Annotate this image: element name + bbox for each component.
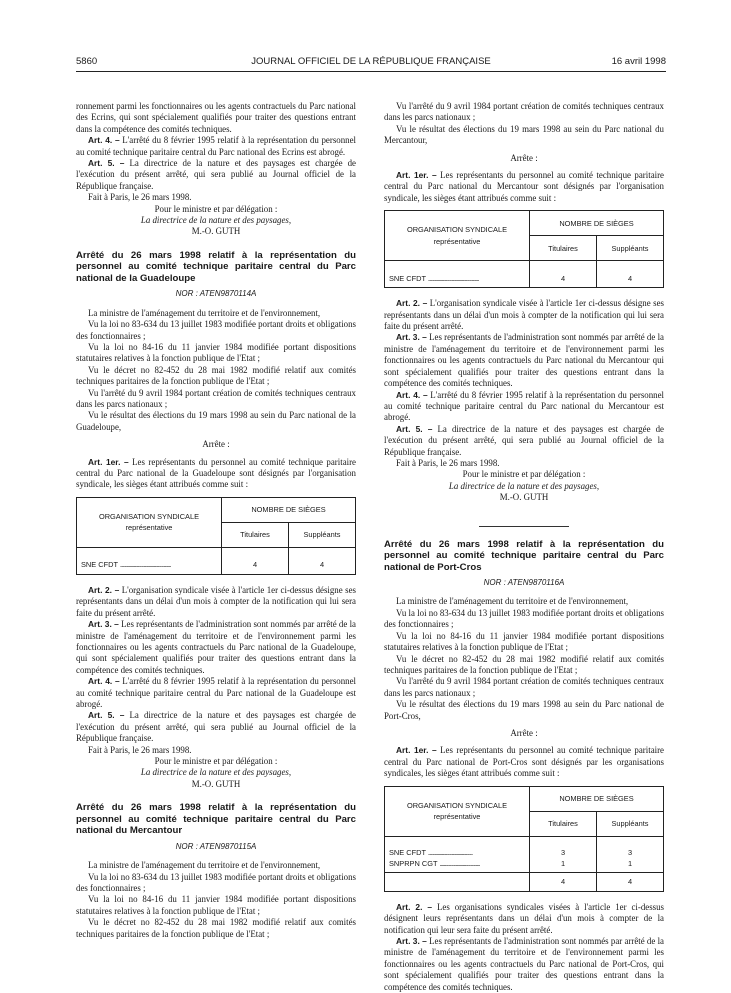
article xyxy=(76,457,356,491)
header-rule xyxy=(76,71,666,72)
article-label: Art. 5. – xyxy=(88,710,125,721)
arrete-heading: Arrête : xyxy=(202,439,230,450)
suppleants-header: Suppléants xyxy=(289,522,356,547)
titulaires-count: 4 xyxy=(222,547,289,574)
article-text: L'arrêté du 8 février 1995 relatif à la représentation du personnel au comité technique paritaire central du Parc national des Ecrins est abrogé. xyxy=(76,135,356,157)
union-name: SNE CFDT ................................................ xyxy=(77,547,222,574)
article-text: Les représentants de l'administration sont nommés par arrêté de la ministre de l'aménagement du territoire et de l'environnement parmi les fonctionnaires ou les agents contractuels du Parc national de la Guadeloupe, qui sont spécialement qualifiés pour traiter des questions entrant dans la compétence des comités techniques. xyxy=(76,619,356,675)
article-label: Art. 3. – xyxy=(88,619,119,630)
seats-table xyxy=(76,497,356,575)
titulaires-header: Titulaires xyxy=(222,522,289,547)
seats-header: NOMBRE DE SIÈGES xyxy=(530,211,664,236)
article xyxy=(384,424,664,458)
visa: La ministre de l'aménagement du territoire et de l'environnement, xyxy=(88,307,321,318)
page-number: 5860 xyxy=(76,56,98,67)
visa: Vu l'arrêté du 9 avril 1984 portant création de comités techniques centraux dans les parcs nationaux ; xyxy=(76,387,356,410)
article-label: Art. 3. – xyxy=(396,936,427,946)
signature-name: M.-O. GUTH xyxy=(191,778,241,789)
right-column xyxy=(384,101,664,993)
article xyxy=(384,902,664,936)
visa: Vu le résultat des élections du 19 mars 1998 au sein du Parc national de la Guadeloupe, xyxy=(76,410,356,432)
signature-name: M.-O. GUTH xyxy=(499,492,549,503)
arrete-heading: Arrête : xyxy=(510,727,538,738)
table-row xyxy=(385,261,664,288)
section-separator xyxy=(479,526,569,527)
article-text: Les représentants du personnel au comité technique paritaire central du Parc national de Port-Cros sont désignés par les organisations syndicales, les sièges étant attribués comme suit : xyxy=(384,745,664,779)
union-name: SNE CFDT ................................................ xyxy=(385,261,530,288)
seats-table xyxy=(384,210,664,288)
fait-line: Fait à Paris, le 26 mars 1998. xyxy=(396,457,500,468)
seats-table xyxy=(384,786,664,892)
article-label: Art. 1er. – xyxy=(396,170,437,181)
article xyxy=(384,936,664,993)
seats-header: NOMBRE DE SIÈGES xyxy=(530,786,664,811)
visa: Vu la loi no 84-16 du 11 janvier 1984 modifiée portant dispositions statutaires relatives à la fonction publique de l'Etat ; xyxy=(76,894,356,916)
article-text: Les représentants du personnel au comité technique paritaire central du Parc national du Mercantour sont désignés par l'organisation syndicale, les sièges étant attribués comme suit : xyxy=(384,170,664,203)
journal-title: JOURNAL OFFICIEL DE LA RÉPUBLIQUE FRANÇAISE xyxy=(251,56,491,67)
table-row xyxy=(385,836,664,873)
visa: Vu la loi no 83-634 du 13 juillet 1983 modifiée portant droits et obligations des fonctionnaires ; xyxy=(76,871,356,893)
visa: Vu le décret no 82-452 du 28 mai 1982 modifié relatif aux comités techniques paritaires de la fonction publique de l'Etat ; xyxy=(76,917,356,939)
nor-reference: NOR : ATEN9870114A xyxy=(175,289,257,299)
article-text: L'arrêté du 8 février 1995 relatif à la représentation du personnel au comité technique paritaire central du Parc national du Mercantour est abrogé. xyxy=(384,389,664,423)
fait-line: Fait à Paris, le 26 mars 1998. xyxy=(88,192,192,203)
titulaires-count: 3 1 xyxy=(530,836,597,873)
article-label: Art. 2. – xyxy=(396,298,428,309)
total-suppleants: 4 xyxy=(597,873,664,891)
visa: Vu le résultat des élections du 19 mars 1998 au sein du Parc national de Port-Cros, xyxy=(384,699,664,721)
visa: Vu l'arrêté du 9 avril 1984 portant création de comités techniques centraux dans les parcs nationaux ; xyxy=(384,676,664,698)
article-label: Art. 2. – xyxy=(396,901,433,912)
article-text: La directrice de la nature et des paysages est chargée de l'exécution du présent arrêté, qui sera publié au Journal officiel de la République française. xyxy=(76,158,356,191)
decree-title: Arrêté du 26 mars 1998 relatif à la représentation du personnel au comité technique paritaire central du Parc national de Port-Cros xyxy=(384,538,664,573)
article xyxy=(384,332,664,389)
table-row xyxy=(77,547,356,574)
article-label: Art. 5. – xyxy=(396,423,433,434)
article-label: Art. 4. – xyxy=(88,135,120,146)
article xyxy=(76,585,356,619)
article-label: Art. 4. – xyxy=(88,676,120,687)
visa: Vu la loi no 83-634 du 13 juillet 1983 modifiée portant droits et obligations des fonctionnaires ; xyxy=(76,319,356,341)
article-text: Les représentants de l'administration sont nommés par arrêté de la ministre de l'aménagement du territoire et de l'environnement parmi les fonctionnaires ou les agents contractuels du Parc national de Port-Cros, qui sont spécialement qualifiés pour traiter des questions entrant dans la compétence des comités techniques. xyxy=(384,936,664,992)
article-text: Les représentants de l'administration sont nommés par arrêté de la ministre de l'aménagement du territoire et de l'environnement parmi les fonctionnaires ou les agents contractuels du Parc national du Mercantour qui sont spécialement qualifiés pour traiter des questions entrant dans la compétence des comités techniques. xyxy=(384,332,664,389)
titulaires-header: Titulaires xyxy=(530,236,597,261)
nor-reference: NOR : ATEN9870115A xyxy=(175,841,257,851)
arrete-heading: Arrête : xyxy=(510,152,538,163)
issue-date: 16 avril 1998 xyxy=(611,56,666,67)
visa: Vu la loi no 84-16 du 11 janvier 1984 modifiée portant dispositions statutaires relatives à la fonction publique de l'Etat ; xyxy=(384,630,664,653)
article xyxy=(76,619,356,676)
visa: Vu l'arrêté du 9 avril 1984 portant création de comités techniques centraux dans les parcs nationaux ; xyxy=(384,101,664,123)
titulaires-count: 4 xyxy=(530,261,597,288)
article-label: Art. 1er. – xyxy=(88,456,129,467)
article xyxy=(384,170,664,204)
article xyxy=(76,135,356,158)
article xyxy=(384,298,664,332)
suppleants-header: Suppléants xyxy=(597,811,664,836)
article-text: La directrice de la nature et des paysages est chargée de l'exécution du présent arrêté, qui sera publié au Journal officiel de la République française. xyxy=(384,423,664,457)
visa: La ministre de l'aménagement du territoire et de l'environnement, xyxy=(396,596,629,607)
visa: Vu le résultat des élections du 19 mars 1998 au sein du Parc national du Mercantour, xyxy=(384,123,664,146)
visa: Vu la loi no 83-634 du 13 juillet 1983 modifiée portant droits et obligations des fonctionnaires ; xyxy=(384,607,664,630)
visa: Vu la loi no 84-16 du 11 janvier 1984 modifiée portant dispositions statutaires relatives à la fonction publique de l'Etat ; xyxy=(76,342,356,364)
suppleants-count: 4 xyxy=(597,261,664,288)
suppleants-count: 4 xyxy=(289,547,356,574)
article-text: Les organisations syndicales visées à l'article 1er ci-dessus désignent leurs représentants dans un délai d'un mois à compter de la notification qui leur sera faite du présent arrêté. xyxy=(384,901,664,935)
left-column xyxy=(76,101,356,940)
visa: Vu le décret no 82-452 du 28 mai 1982 modifié relatif aux comités techniques paritaires de la fonction publique de l'Etat ; xyxy=(76,364,356,387)
suppleants-count: 3 1 xyxy=(597,836,664,873)
union-name: SNE CFDT .......................................... SNPRPN CGT ...................................... xyxy=(385,836,530,873)
article-text: Les représentants du personnel au comité technique paritaire central du Parc national de la Guadeloupe sont désignés par l'organisation syndicale, les sièges étant attribués comme suit : xyxy=(76,456,356,490)
nor-reference: NOR : ATEN9870116A xyxy=(483,578,565,588)
paragraph: ronnement parmi les fonctionnaires ou les agents contractuels du Parc national des Ecrins, qui sont spécialement qualifiés pour traiter des questions entrant dans la compétence des comités techniques. xyxy=(76,101,356,134)
seats-header: NOMBRE DE SIÈGES xyxy=(222,497,356,522)
signature-name: M.-O. GUTH xyxy=(191,226,241,237)
signature-line: Pour le ministre et par délégation : xyxy=(462,469,586,480)
total-titulaires: 4 xyxy=(530,873,597,891)
article-label: Art. 3. – xyxy=(396,332,427,343)
article-label: Art. 4. – xyxy=(396,389,428,400)
signature-line: Pour le ministre et par délégation : xyxy=(154,755,278,766)
fait-line: Fait à Paris, le 26 mars 1998. xyxy=(88,744,192,755)
article-text: L'arrêté du 8 février 1995 relatif à la représentation du personnel au comité technique paritaire central du Parc national de la Guadeloupe est abrogé. xyxy=(76,676,356,709)
signature-role: La directrice de la nature et des paysages, xyxy=(140,767,292,778)
article xyxy=(384,745,664,779)
article-text: La directrice de la nature et des paysages est chargée de l'exécution du présent arrêté, qui sera publié au Journal officiel de la République française. xyxy=(76,710,356,744)
article xyxy=(76,676,356,710)
signature-line: Pour le ministre et par délégation : xyxy=(154,203,278,214)
signature-role: La directrice de la nature et des paysages, xyxy=(448,480,600,491)
suppleants-header: Suppléants xyxy=(597,236,664,261)
article xyxy=(76,710,356,744)
visa: La ministre de l'aménagement du territoire et de l'environnement, xyxy=(88,860,321,871)
titulaires-header: Titulaires xyxy=(530,811,597,836)
article-text: L'organisation syndicale visée à l'article 1er ci-dessus désigne ses représentants dans un délai d'un mois à compter de la notification qui lui sera faite du présent arrêté. xyxy=(384,298,664,332)
article xyxy=(384,390,664,424)
page-header xyxy=(76,56,666,70)
org-header: ORGANISATION SYNDICALE représentative xyxy=(385,786,530,836)
article xyxy=(76,158,356,192)
visa: Vu le décret no 82-452 du 28 mai 1982 modifié relatif aux comités techniques paritaires de la fonction publique de l'Etat ; xyxy=(384,653,664,675)
article-text: L'organisation syndicale visée à l'article 1er ci-dessus désigne ses représentants dans un délai d'un mois à compter de la notification qui lui sera faite du présent arrêté. xyxy=(76,584,356,618)
decree-title: Arrêté du 26 mars 1998 relatif à la représentation du personnel au comité technique paritaire central du Parc national de la Guadeloupe xyxy=(76,249,356,284)
article-label: Art. 2. – xyxy=(88,584,120,595)
article-label: Art. 5. – xyxy=(88,158,125,169)
total-row xyxy=(385,873,664,891)
org-header: ORGANISATION SYNDICALE représentative xyxy=(385,211,530,261)
signature-role: La directrice de la nature et des paysages, xyxy=(140,215,292,226)
article-label: Art. 1er. – xyxy=(396,745,437,756)
org-header: ORGANISATION SYNDICALE représentative xyxy=(77,497,222,547)
decree-title: Arrêté du 26 mars 1998 relatif à la représentation du personnel au comité technique paritaire central du Parc national du Mercantour xyxy=(76,802,356,837)
